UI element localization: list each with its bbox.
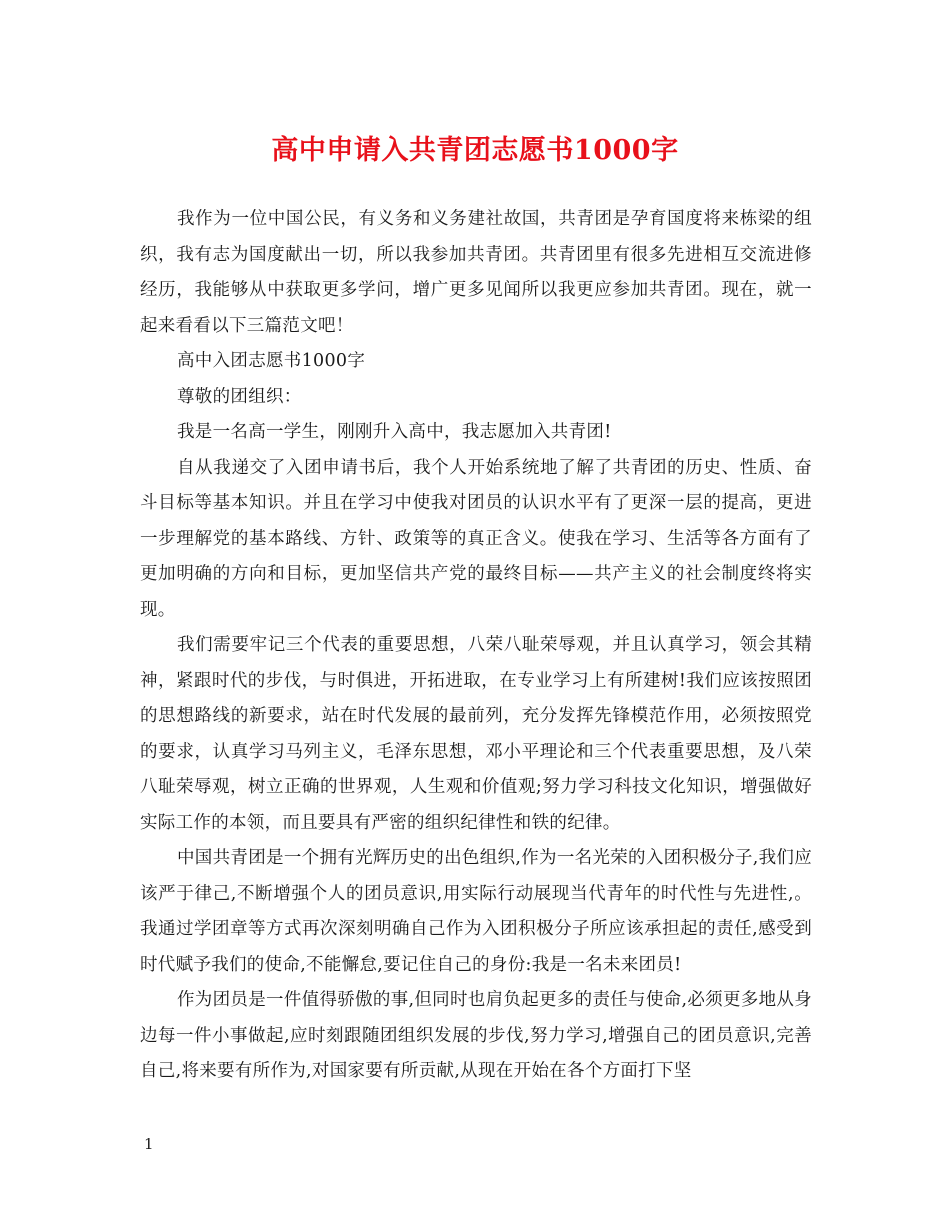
document-body: [140, 202, 812, 1090]
salutation: 尊敬的团组织：: [177, 386, 302, 407]
paragraph-self-introduction: 我是一名高一学生，刚刚升入高中，我志愿加入共青团!: [177, 422, 612, 442]
paragraph-responsibility: 中国共青团是一个拥有光辉历史的出色组织,作为一名光荣的入团积极分子,我们应该严于律己,不断增强个人的团员意识,用实际行动展现当代青年的时代性与先进性,。我通过学团章等方式再次深刻明确自己作为入团积极分子所应该承担起的责任,感受到时代赋予我们的使命,不能懈怠,要记住自己的身份:我是一名未来团员!: [140, 848, 812, 975]
paragraph-understanding: 自从我递交了入团申请书后，我个人开始系统地了解了共青团的历史、性质、奋斗目标等基本知识。并且在学习中使我对团员的认识水平有了更深一层的提高，更进一步理解党的基本路线、方针、政策等的真正含义。使我在学习、生活等各方面有了更加明确的方向和目标，更加坚信共产党的最终目标——共产主义的社会制度终将实现。: [140, 457, 812, 620]
paragraph-intro: 我作为一位中国公民，有义务和义务建社故国，共青团是孕育国度将来栋梁的组织，我有志为国度献出一切，所以我参加共青团。共青团里有很多先进相互交流进修经历，我能够从中获取更多学问，增广更多见闻所以我更应参加共青团。现在，就一起来看看以下三篇范文吧！: [140, 209, 812, 336]
paragraph-mission: 作为团员是一件值得骄傲的事,但同时也肩负起更多的责任与使命,必须更多地从身边每一件小事做起,应时刻跟随团组织发展的步伐,努力学习,增强自己的团员意识,完善自己,将来要有所作为,对国家要有所贡献,从现在开始在各个方面打下坚: [140, 990, 812, 1081]
document-title: 高中申请入共青团志愿书1000字: [271, 135, 679, 166]
paragraph-ideology: 我们需要牢记三个代表的重要思想，八荣八耻荣辱观，并且认真学习，领会其精神，紧跟时代的步伐，与时俱进，开拓进取，在专业学习上有所建树!我们应该按照团的思想路线的新要求，站在时代发展的最前列，充分发挥先锋模范作用，必须按照党的要求，认真学习马列主义，毛泽东思想，邓小平理论和三个代表重要思想，及八荣八耻荣辱观，树立正确的世界观，人生观和价值观;努力学习科技文化知识，增强做好实际工作的本领，而且要具有严密的组织纪律性和铁的纪律。: [140, 635, 812, 833]
section-heading: 高中入团志愿书1000字: [177, 351, 366, 371]
page-number: 1: [144, 1135, 154, 1153]
